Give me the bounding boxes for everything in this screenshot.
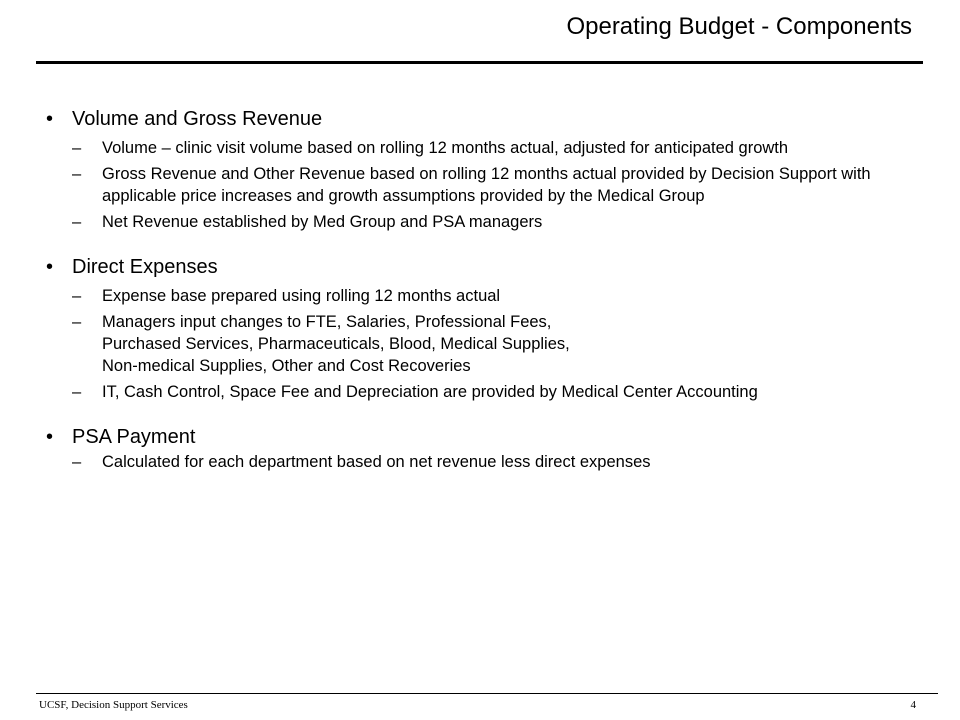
sub-item — [72, 211, 946, 233]
title-divider — [36, 61, 923, 64]
bullet-item — [46, 425, 946, 449]
sub-item-text: Managers input changes to FTE, Salaries, Professional Fees, Purchased Services, Pharmaceuticals, Blood, Medical Supplies, Non-medical Supplies, Other and Cost Recoveries — [102, 313, 570, 375]
sub-list — [72, 285, 946, 403]
dash-icon: – — [72, 383, 82, 401]
page-title: Operating Budget - Components — [566, 13, 912, 40]
bullet-heading: Volume and Gross Revenue — [72, 108, 323, 130]
bullet-heading: Direct Expenses — [72, 256, 218, 278]
bullet-item — [46, 107, 946, 131]
sub-item-text: Net Revenue established by Med Group and PSA managers — [102, 213, 543, 231]
sub-item — [72, 137, 946, 159]
sub-item — [72, 381, 946, 403]
content-body — [46, 107, 946, 477]
dash-icon: – — [72, 165, 82, 183]
page-number: 4 — [910, 699, 916, 711]
sub-item — [72, 163, 946, 207]
dash-icon: – — [72, 313, 82, 331]
dash-icon: – — [72, 453, 82, 471]
section-psa-payment — [46, 425, 946, 473]
footer-divider — [36, 693, 938, 694]
bullet-icon: • — [46, 426, 54, 448]
sub-item — [72, 451, 946, 473]
sub-item-text: Gross Revenue and Other Revenue based on rolling 12 months actual provided by Decision Support with applicable price increases and growth assumptions provided by the Medical Group — [102, 165, 871, 205]
bullet-heading: PSA Payment — [72, 426, 196, 448]
sub-item — [72, 311, 946, 377]
section-volume-revenue — [46, 107, 946, 233]
bullet-icon: • — [46, 256, 54, 278]
sub-item-text: Volume – clinic visit volume based on rolling 12 months actual, adjusted for anticipated growth — [102, 139, 789, 157]
sub-item-text: Expense base prepared using rolling 12 months actual — [102, 287, 501, 305]
section-direct-expenses — [46, 255, 946, 403]
bullet-icon: • — [46, 108, 54, 130]
dash-icon: – — [72, 287, 82, 305]
sub-item-text: Calculated for each department based on net revenue less direct expenses — [102, 453, 651, 471]
sub-list — [72, 137, 946, 233]
bullet-item — [46, 255, 946, 279]
dash-icon: – — [72, 213, 82, 231]
sub-item-text: IT, Cash Control, Space Fee and Depreciation are provided by Medical Center Accounting — [102, 383, 758, 401]
sub-list — [72, 451, 946, 473]
footer-organization: UCSF, Decision Support Services — [39, 699, 188, 711]
sub-item — [72, 285, 946, 307]
dash-icon: – — [72, 139, 82, 157]
